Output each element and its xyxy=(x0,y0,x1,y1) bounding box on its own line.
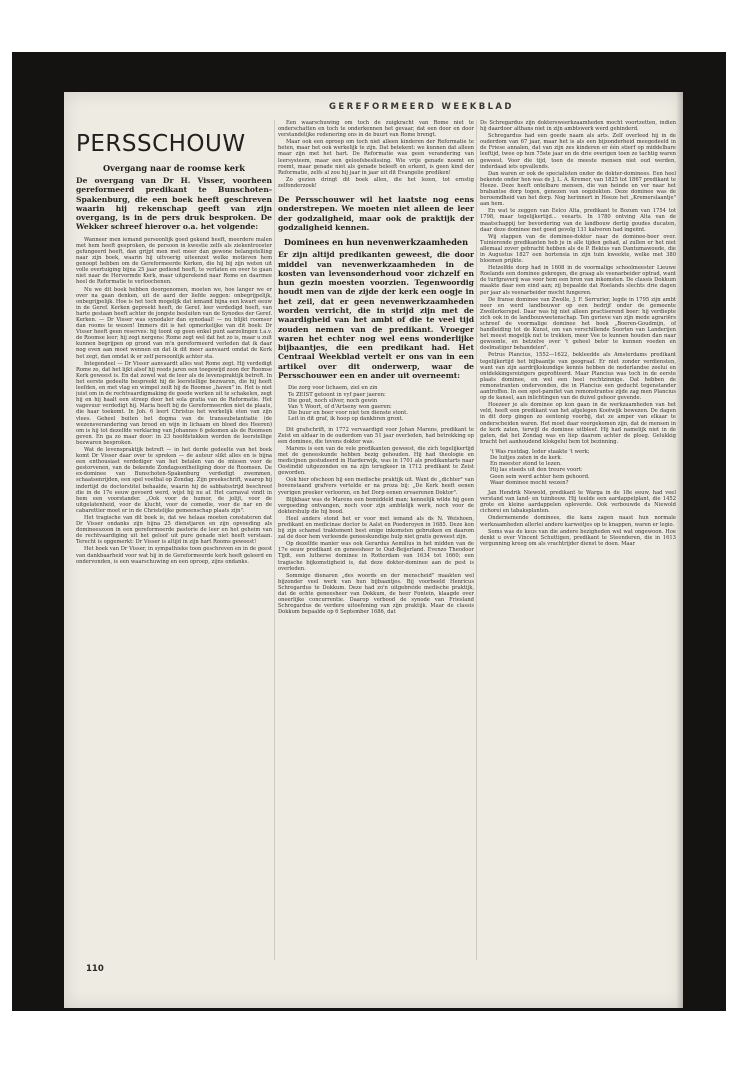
page-gutter-shadow xyxy=(676,92,683,1008)
paragraph: Soms was de keus van die andere bezigheden wel wat ongewoon. Hoe denkt u over Vincent Schuttigen, predikant te Steenderen, die in 1613 vergunning kreeg om als vrachtrijder dienst te doen. Maar xyxy=(480,528,676,547)
paragraph: Petrus Plancius, 1552—1622, bekleedde als Amsterdams predikant tegelijkertijd het bijbaantje van geograaf. Er niet zonder verdiensten, want van zijn aardrijkskundige kennis hebben de nederlandse zeelui en ontdekkingsreizigers geprofiteerd. Maar Plancius was toch in de eerste plaats dominee, en wel een heel rechtzinnige. Dat hebben de remonstranten ondervonden, die in Plancius een geducht tegenstander aantroffen. In een spot-pamflet van remonstrantse zijde zag men Plancius op de kansel, aan inlichtingen van de duivel gehoor gevende. xyxy=(480,352,676,402)
poem-line: Hij las steeds uit den treure voort: xyxy=(490,467,583,474)
paragraph: Jan Hendrik Niewold, predikant te Warga in de 18e eeuw, had veel verstand van land- en tuinbouw. Hij teelde een aardappelplant, die 1452 grote en kleine aardappelen opleverde. Ook verbouwde ds Niewold cichorei en tabaksplanten. xyxy=(480,490,676,515)
running-head: GEREFORMEERD WEEKBLAD xyxy=(329,102,514,112)
persschouwer-note: De Persschouwer wil het laatste nog eens onderstrepen. We moeten niet alleen de leer der godzaligheid, maar ook de praktijk der godzaligheid kennen. xyxy=(278,195,474,232)
paragraph: Maar ook een oproep om toch niet alleen kinderen der Reformatie te heten, maar het ook werkelijk te zijn. Dat betekent: we kunnen dat alleen maar zijn met het hart. De Reformatie was geen verandering van leersysteem, maar een geloofsbeslissing. Wie vrije genade noemt en roemt, maar genade niet als genade beleeft en erkent, is geen kind der Reformatie, zelfs al zou hij jaar in jaar uit dit Evangelie prediken! xyxy=(278,139,474,176)
paragraph: Blijkbaar was de Marens een bemiddeld man; kennelijk wilde hij geen vergoeding ontvangen, noch voor zijn ambtelijk werk, noch voor de doktershulp die hij bood. xyxy=(278,496,474,515)
paragraph: En wat te zeggen van Eelco Alta, predikant te Bozum van 1754 tot 1798, maar tegelijkertijd... veearts. In 1780 ontving Alta van de maatschappij ter bevordering van de landbouw dertig goudes ducaten, daar deze dominee met goed gevolg 131 kalveren had ingeënt. xyxy=(480,208,676,233)
poem-line: De luitjes zaten in de kerk. xyxy=(490,455,563,462)
poem-line: 't Was rustdag. Ieder staakte 't werk; xyxy=(490,448,590,455)
paragraph: Ondernemende dominees, die kans zagen naast hun normale werkzaamheden allerlei andere karweitjes op te knappen, waren er legio. xyxy=(480,515,676,528)
grafschrift-poem xyxy=(288,385,474,422)
poem-line: Van 't Woort, of d'Artseny won gaeren: xyxy=(288,403,392,410)
paragraph: Hetzelfde dorp had in 1608 in de voormalige schoolmeester Lieuwe Roelands een dominee gekregen, die graag als veenarbeider optrad, want de turfgraverij was voor hem een bron van inkomsten. De classis Dokkum maakte daar een eind aan; zij bepaalde dat Roelands slechts drie dagen per jaar als veenarbeider mocht fungeren. xyxy=(480,265,676,296)
paragraph: Dit grafschrift, in 1772 vervaardigd voor Johan Marens, predikant te Zeist en aldaar in de ouderdom van 51 jaar overleden, had betrekking op een dominee, die tevens dokter was. xyxy=(278,426,474,445)
poem-line: En meester stond te lezen. xyxy=(490,461,562,468)
kootwijk-poem xyxy=(490,449,676,486)
page-number: 110 xyxy=(86,964,104,974)
column-2 xyxy=(278,120,474,970)
column-divider xyxy=(476,120,477,960)
magazine-page xyxy=(64,92,683,1008)
column-divider xyxy=(274,120,275,960)
poem-line: Leit in dit graf, ik hoop op dankbren gront. xyxy=(288,416,404,423)
paragraph: Heel anders stond het er voor met iemand als ds N. Weishoen, predikant en medicinae doctor te Aalst en Poederoyen in 1685. Deze kon bij zijn schamel traktement best enige inkomsten gebruiken en daarom zal de door hem verleende geneeskundige hulp niet gratis geweest zijn. xyxy=(278,515,474,541)
paragraph: Het tragische van dit boek is, dat we helaas moeten constateren dat Dr Visser ondanks zijn bijna 25 dienstjaren en zijn opvoeding als domineeszoon in een gereformeerde pastorie de leer en het geheim van de rechtvaardiging uit het geloof uit pure genade niet heeft verstaan. Terecht is opgemerkt: Dr Visser is altijd in zijn hart Rooms geweest! xyxy=(76,515,272,546)
paragraph: Ds Schregardus zijn doktersweerkzaamheden mocht voortzetten, indien hij daardoor althans niet in zijn ambtswerk werd gehinderd. xyxy=(480,120,676,133)
column-1 xyxy=(76,120,272,970)
section-title: PERSSCHOUW xyxy=(76,131,246,157)
paragraph: Ook hier ofschoon hij een medische praktijk uit. Want de „dichter" van bovenstaand grafvers vertelde er na proza bij: „De Kerk heeft eenen yverigen preeker verlooren, en het Dorp eenen ervaerenen Doktor". xyxy=(278,477,474,496)
poem-line: Die zorg voor lichaem, ziel en zin xyxy=(288,385,378,392)
subtitle-nevenwerkzaamheden: Dominees en hun nevenwerkzaamheden xyxy=(283,237,469,248)
paragraph: Integendeel — Dr Visser aanvaardt alles wat Rome zegt. Hij verdedigt Rome zo, dat het lijkt alsof hij reeds jaren een toegewijd zoon der Roomse Kerk geweest is. En dat zowel wat de leer als de levenspraktijk betreft. In het eerste gedeelte bespreekt hij de leerstellige bezwaren, die hij heeft leefden, en met vlag en wimpel zeilt hij de Roomse „haven" in. Het is niet juist om in de rechtvaardigmaking de goede werken uit te schakelen, zegt hij en hij haalt een streep door het sola gratia van de Reformatie. Het vagevuur verdedigt hij. Maria heeft bij de Gereformeerden niet de plaats, die haar toekomt. In Joh. 6 leert Christus het werkelijk eten van zijn vlees. Geheel buiten het dogma van de transsubstantiatie (de wezensverandering van brood en wijn in lichaam en bloed des Heeren) om is hij tot dezelfde verklaring van Johannes 6 gekomen als de Roomsen geven. En ga zo maar door: in 23 hoofdstukken worden de leerstellige bezwaren besproken. xyxy=(76,360,272,446)
paragraph: Hoezeer je als dominee op kon gaan in de werkzaamheden van het veld, heeft een predikant van het afgelegen Kootwijk bewezen. De dagen in dit dorp gingen zo eentonig voorbij, dat ze amper van elkaar te onderscheiden waren. Het moet daar voorgekomen zijn, dat de mensen in de kerk zaten, terwijl de dominee uitbleef. Hij had namelijk niet in de gaten, dat het Zondag was en liep daarom achter de ploeg. Gelukkig bracht het aanhoudend klokgelui hem tot bezinning. xyxy=(480,402,676,445)
lead-paragraph-2: Er zijn altijd predikanten geweest, die door middel van nevenwerkzaamheden in de kosten van levensonderhoud voor zichzelf en hun gezin moesten voorzien. Tegenwoordig houdt men van de zijde der kerk een oogje in het zeil, dat er geen nevenwerkzaamheden worden verricht, die in strijd zijn met de waardigheid van het ambt of die te veel tijd zouden nemen van de predikant. Vroeger waren het echter nog wel eens wonderlijke bijbaantjes, die een predikant had. Het Centraal Weekblad vertelt er ons van in een artikel over dit onderwerp, waar de Persschouwer een en ander uit overneemt: xyxy=(278,250,474,381)
paragraph: Wij stappen van de dominee-dokter naar de dominee-boer over. Tuinierende predikanten heb je in alle tijden gehad, al zullen er het niet allemaal zover gebracht hebben als de P. Bekius van Dantumawoude, die in Augustus 1827 een hortensia in zijn tuin kweekte, welke met 380 bloemen prijkte. xyxy=(480,233,676,265)
paragraph: Het boek van Dr Visser, in sympathieke toon geschreven en in de geest van dankbaarheid voor wat hij in de Gereformeerde kerk heeft geleerd en ondervonden, is een waarschuwing en een oproep, zijns ondanks. xyxy=(76,546,272,565)
paragraph: Nu we dit boek hebben doorgenomen, moeten we, hoe langer we er over na gaan denken, uit de aard der liefde zeggen: onbegrijpelijk, onbegrijpelijk. Hoe is het toch mogelijk dat iemand bijna een kwart eeuw in de Geref. Kerken gepreekt heeft, de Geref. leer verdedigd heeft, van harte gestaan heeft achter de jongste besluiten van de Synodes der Geref. Kerken. — Dr Visser was synodaler dan synodaal! — nu blijkt roomser dan rooms te wezen! Immers dit is het opmerkelijke van dit boek: Dr Visser heeft geen reserves: hij toont op geen enkel punt aarzelingen t.a.v. de Roomse leer; hij zegt nergens: Rome zegt wel dat het zo is, maar u zult kunnen begrijpen op grond van m'n gereformeerd verleden dat ik daar nog even aan moet wennen en dat ik dit meer aanvaard omdat de Kerk het zegt, dan omdat ik er zelf persoonlijk achter sta. xyxy=(76,286,272,360)
poem-line: Die gout, noch silver, noch gewin xyxy=(288,397,378,404)
poem-line: Geen sein werd achter hem gehoord. xyxy=(490,473,590,480)
poem-line: Die buur en boer voor niet ten dienste stont. xyxy=(288,410,408,417)
paragraph: Wat de levenspraktijk betreft — in het derde gedeelte van het boek komt Dr Visser daar over te spreken — de auteur slikt alles en is bijna een enthousiast verdediger van het betalen van de missen voor de gestorvenen, van de bekende Zondagsontheiliging door de Roomsen. De ex-dominee van Bunschoten-Spakenburg verdedigt zwemmen, schaatsenrijden, een spel voetbal op Zondag. Zijn preekschrift, waarop hij indertijd de doctorstitel behaalde, waarin hij de sabbatsstrijd beschreef die in de 17e eeuw gevoerd werd, wijst hij nu af. Het carnaval vindt in hem een voorstander. „Ook voor de humor, de jolijt, voor de uitgelatenheid, voor de klucht, voor de comedie, voor de nar en de cabarettier moet er in de Christelijke gemeenschap plaats zijn". xyxy=(76,446,272,514)
lead-paragraph: De overgang van Dr H. Visser, voorheen gereformeerd predikant te Bunschoten-Spakenburg, die een boek heeft geschreven waarin hij rekenschap geeft van zijn overgang, is in de pers druk besproken. De Wekker schreef hierover o.a. het volgende: xyxy=(76,176,272,232)
paragraph: Een waarschuwing om toch de zuigkracht van Rome niet te onderschatten en toch te onderkennen het gevaar, dat een door en door verstandelijke redenering ons in de buurt van Rome brengt. xyxy=(278,120,474,139)
paragraph: Schregardus had een goede naam als arts. Zelf overleed hij in de ouderdom van 67 jaar, maar het is als een bijzonderheid meegedeeld in de Friese annalen, dat van zijn zes kinderen er één stierf op middelbare leeftijd, twee op hun 75ste jaar en de drie overigen toen ze tachtig waren geweest. Voor die tijd, toen de meeste mensen niet oud werden, inderdaad iets opvallends. xyxy=(480,133,676,170)
paragraph: Sommige dienaren „des woords en der menscheid" maakten wel bijzonder veel werk van hun bijbaantjes. Bij voorbeeld Henricus Schregardus te Dokkum. Deze had zo'n uitgebreide medische praktijk, dat de echte geneesheer van Dokkum, de heer Fontein, klaagde over oneerlijke concurrentie. Daarop verbood de synode van Friesland Schregardus de verdere uitoefening van zijn praktijk. Maar de classis Dokkum bepaalde op 6 September 1686, dat xyxy=(278,572,474,616)
poem-line: Te ZEIST getoont in vyf paer jaeren: xyxy=(288,391,386,398)
subtitle-roomse-kerk: Overgang naar de roomse kerk xyxy=(103,163,245,173)
paragraph: Marens is een van de vele predikanten geweest, die zich tegelijkertijd met de geneeskunde hebben bezig gehouden. Hij had theologie en medicijnen gestudeerd in Harderwijk, was in 1701 als predikantarts naar Oostindië uitgezonden en na zijn terugkeer in 1712 predikant te Zeist geworden. xyxy=(278,445,474,477)
poem-line: Waar dominee mocht wezen? xyxy=(490,479,569,486)
paragraph: De franse dominee van Zwolle, J. F. Serrurier, legde in 1795 zijn ambt neer en werd landbouwer op een bedrijf onder de gemeente Zwollerkerspel. Daar was hij niet alleen practiserend boer: hij verdiepte zich ook in de landbouwwetenschap. Ten gerieve van zijn mede agrariërs schreef de voormalige dominee het boek „Boeren-Goudmijn, of handleiding tot de Kunst, om van verschillende Soorten van Landerijen het meest mogelijk nut te trekken, meer Vee te kunnen houden dan naar gewoonte, en betzelve over 't geheel beter te kunnen voeden en doelmatiger behandelen". xyxy=(480,296,676,352)
paragraph: Op dezelfde manier was ook Gerardus Aemilius in het midden van de 17e eeuw predikant en geneesheer te Oud-Beijerland. Evenzo Theodoor Tijdt, een lutherse dominee in Rotterdam van 1634 tot 1660; een tragische bijkomstigheid is, dat deze dokter-dominee aan de pest is overleden. xyxy=(278,541,474,572)
column-3 xyxy=(480,120,676,970)
paragraph: Wanneer men iemand persoonlijk goed gekend heeft, meerdere malen met hem heeft gesproken, de persoon in kwestie zelfs als ziekentrooster gefungeerd heeft, dan grijpt men met meer dan gewone belangstelling naar zijn boek, waarin hij uitvoerig uiteenzet welke motieven hem genoopt hebben om de Gereformeerde Kerken, die hij bij zijn weten uit volle overtuiging bijna 25 jaar gediend heeft, te verlaten en over te gaan niet naar de Hervormde Kerk, maar uitgerekend naar Rome en daarmee heel de Reformatie te verloochenen. xyxy=(76,236,272,286)
paragraph: Zo gezien dringt dit boek allen, die het lezen, tot ernstig zelfonderzoek! xyxy=(278,176,474,189)
paragraph: Dan waren er ook de specialisten onder de dokter-dominees. Een heel bekende onder hen was ds J. L. A. Kremer, van 1825 tot 1867 predikant te Heeze. Deze heeft ontelbare mensen, die van heinde en ver naar het brabantse dorp togen, genezen van oogziekten. Deze dominee was de beroemdheid van het dorp. Nog herinnert in Heeze het „Kremerslaantje" aan hem. xyxy=(480,170,676,208)
